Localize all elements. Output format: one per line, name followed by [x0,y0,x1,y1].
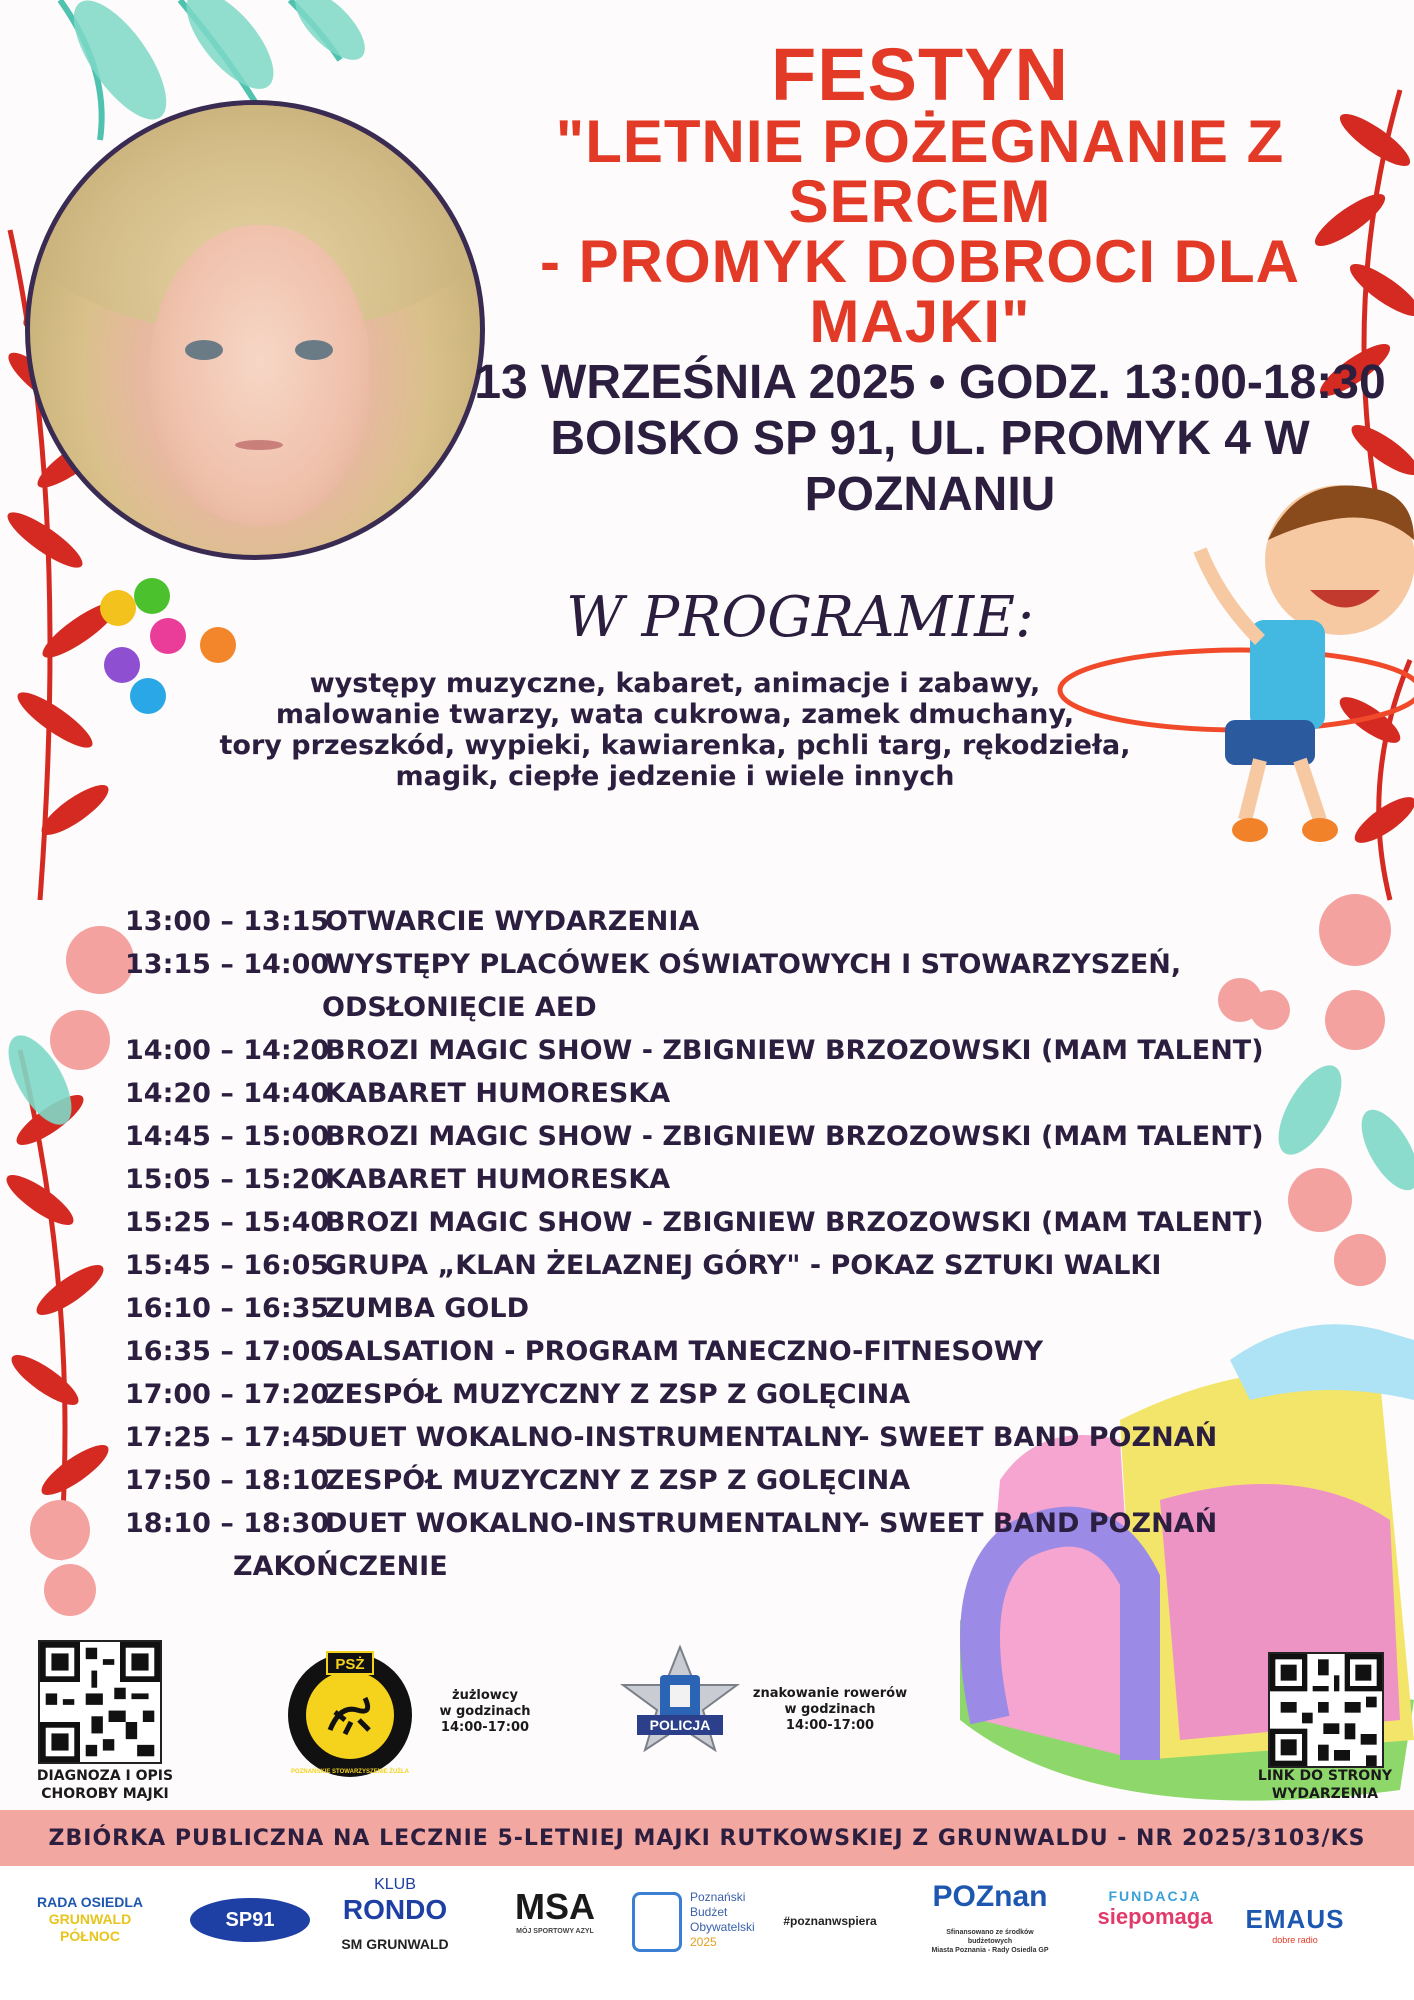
poznan-note-line: Sfinansowano ze środków [946,1929,1034,1936]
schedule-text: OTWARCIE WYDARZENIA [325,906,700,937]
psz-note [425,1688,545,1736]
schedule-time: 15:45 – 16:05 [125,1250,330,1281]
schedule-time: 14:20 – 14:40 [125,1078,330,1109]
klub-rondo-logo [340,1876,450,1952]
emaus-name: EMAUS [1245,1904,1345,1934]
schedule-row [125,1287,1275,1330]
qr-event-link-label [1240,1767,1410,1803]
schedule-time: 17:50 – 18:10 [125,1465,330,1496]
psz-ring-text: POZNAŃSKIE STOWARZYSZENIE ŻUŻLA [291,1769,409,1775]
schedule-row [125,1416,1275,1459]
schedule-text: ODSŁONIĘCIE AED [322,992,597,1023]
rondo-top: KLUB [374,1876,416,1893]
schedule-row [125,1158,1275,1201]
poznan-note-line: budżetowych [967,1938,1013,1945]
schedule-text: BROZI MAGIC SHOW - ZBIGNIEW BRZOZOWSKI (MAM TALENT) [325,1207,1264,1238]
rondo-sub: SM GRUNWALD [341,1936,449,1952]
schedule-text: ZESPÓŁ MUZYCZNY Z ZSP Z GOLĘCINA [325,1379,911,1410]
pbo-check-icon [632,1892,682,1952]
program-heading: W PROGRAMIE: [566,585,1034,650]
qr-label-line: WYDARZENIA [1271,1786,1379,1802]
event-date-time: 13 WRZEŚNIA 2025 • GODZ. 13:00-18:30 [474,356,1386,409]
poznan-logo [905,1880,1075,1955]
policja-logo [615,1645,745,1775]
program-line: malowanie twarzy, wata cukrowa, zamek dmuchany, [275,699,1075,730]
qr-label-line: DIAGNOZA I OPIS [36,1768,174,1784]
psz-note-line: w godzinach [439,1704,531,1719]
schedule-time: 13:00 – 13:15 [125,906,330,937]
schedule-time: 15:25 – 15:40 [125,1207,330,1238]
schedule-time: 15:05 – 15:20 [125,1164,330,1195]
schedule-row [125,1373,1275,1416]
photo-face [150,225,370,525]
siepomaga-text: siepomaga [1097,1904,1213,1929]
schedule-row [125,943,1275,986]
program-line: występy muzyczne, kabaret, animacje i zabawy, [309,668,1041,699]
poznan-name: POZnan [932,1880,1048,1913]
fundraiser-banner: ZBIÓRKA PUBLICZNA NA LECZNIE 5-LETNIEJ MAJKI RUTKOWSKIEJ Z GRUNWALDU - NR 2025/3103/KS [0,1810,1414,1866]
program-line: magik, ciepłe jedzenie i wiele innych [395,761,955,792]
schedule-row [125,1072,1275,1115]
event-place: BOISKO SP 91, UL. PROMYK 4 W POZNANIU [550,412,1310,521]
msa-logo [510,1886,600,1935]
policja-note [745,1686,915,1734]
policja-note-line: 14:00-17:00 [785,1718,875,1733]
schedule-row [125,986,1275,1029]
emaus-sub: dobre radio [1272,1935,1318,1945]
schedule-row [125,900,1275,943]
qr-label-line: LINK DO STRONY [1257,1768,1393,1784]
schedule-text: ZAKOŃCZENIE [233,1551,448,1582]
schedule-list [125,900,1275,1588]
schedule-row [125,1115,1275,1158]
siepomaga-logo [1095,1888,1215,1930]
msa-name: MSA [515,1886,595,1927]
pbo-line: Budżet [690,1905,728,1919]
title-line-3: - PROMYK DOBROCI DLA MAJKI" [540,228,1300,355]
schedule-row [125,1545,1275,1588]
rada-line: GRUNWALD [48,1911,132,1927]
qr-diagnosis-label [20,1767,190,1803]
emaus-logo [1240,1904,1350,1945]
qr-label-line: CHOROBY MAJKI [41,1786,169,1802]
sp91-logo: SP91 [190,1898,310,1942]
schedule-text: DUET WOKALNO-INSTRUMENTALNY- SWEET BAND POZNAŃ [325,1422,1218,1453]
qr-code-diagnosis[interactable] [38,1640,162,1764]
title-line-2: "LETNIE POŻEGNANIE Z SERCEM [555,108,1285,235]
schedule-time: 18:10 – 18:30 [125,1508,330,1539]
schedule-text: SALSATION - PROGRAM TANECZNO-FITNESOWY [325,1336,1044,1367]
pbo-logo [690,1890,790,1950]
child-photo [25,100,485,560]
photo-eye-left [185,340,223,360]
psz-logo [285,1650,415,1780]
event-details [470,355,1390,523]
photo-eye-right [295,340,333,360]
schedule-time: 17:00 – 17:20 [125,1379,330,1410]
schedule-text: ZUMBA GOLD [325,1293,529,1324]
poznan-note-line: Miasta Poznania - Rady Osiedla GP [931,1947,1049,1954]
rada-line: RADA OSIEDLA [36,1894,144,1910]
schedule-text: BROZI MAGIC SHOW - ZBIGNIEW BRZOZOWSKI (MAM TALENT) [325,1121,1264,1152]
schedule-row [125,1201,1275,1244]
pbo-line: Obywatelski [690,1920,755,1934]
program-line: tory przeszkód, wypieki, kawiarenka, pchli targ, rękodzieła, [219,730,1131,761]
pbo-line: Poznański [690,1890,746,1904]
schedule-time: 16:35 – 17:00 [125,1336,330,1367]
schedule-row [125,1459,1275,1502]
schedule-time: 14:45 – 15:00 [125,1121,330,1152]
psz-note-line: 14:00-17:00 [440,1720,530,1735]
schedule-time: 16:10 – 16:35 [125,1293,330,1324]
schedule-text: WYSTĘPY PLACÓWEK OŚWIATOWYCH I STOWARZYSZEŃ, [325,949,1182,980]
schedule-text: GRUPA „KLAN ŻELAZNEJ GÓRY" - POKAZ SZTUKI WALKI [325,1250,1162,1281]
schedule-row [125,1502,1275,1545]
schedule-row [125,1029,1275,1072]
schedule-text: BROZI MAGIC SHOW - ZBIGNIEW BRZOZOWSKI (MAM TALENT) [325,1035,1264,1066]
schedule-time: 14:00 – 14:20 [125,1035,330,1066]
schedule-text: KABARET HUMORESKA [325,1164,671,1195]
rada-osiedla-logo [30,1894,150,1945]
policja-note-line: w godzinach [784,1702,876,1717]
schedule-time: 17:25 – 17:45 [125,1422,330,1453]
schedule-text: ZESPÓŁ MUZYCZNY Z ZSP Z GOLĘCINA [325,1465,911,1496]
schedule-text: DUET WOKALNO-INSTRUMENTALNY- SWEET BAND POZNAŃ [325,1508,1218,1539]
policja-badge-text: POLICJA [649,1717,711,1733]
policja-note-line: znakowanie rowerów [752,1686,908,1701]
schedule-time: 13:15 – 14:00 [125,949,330,980]
photo-mouth [235,440,283,450]
fundacja-text: FUNDACJA [1108,1888,1202,1904]
msa-sub: MÓJ SPORTOWY AZYL [516,1928,594,1935]
sponsors-bar [0,1866,1414,2000]
psz-note-line: żużlowcy [452,1688,518,1703]
title-line-1: FESTYN [771,33,1069,116]
qr-code-event-link[interactable] [1268,1652,1384,1768]
pbo-line: 2025 [690,1935,717,1949]
psz-badge-text: PSŻ [335,1656,365,1673]
program-description [140,668,1210,792]
schedule-row [125,1244,1275,1287]
rondo-name: RONDO [342,1894,448,1925]
event-title [470,33,1370,355]
schedule-text: KABARET HUMORESKA [325,1078,671,1109]
hashtag: #poznanwspiera [783,1914,877,1928]
rada-line: PÓŁNOC [60,1928,120,1944]
schedule-row [125,1330,1275,1373]
